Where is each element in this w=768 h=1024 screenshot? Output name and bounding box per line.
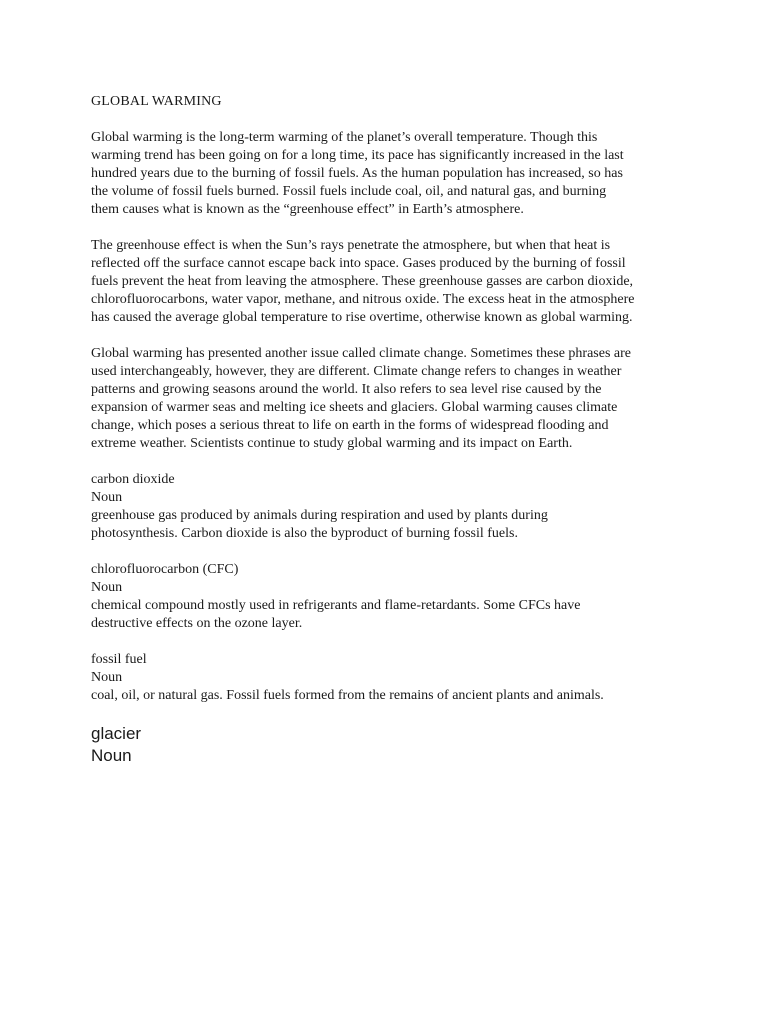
glossary-term: carbon dioxide <box>91 472 175 487</box>
paragraph-line: Global warming is the long-term warming of the planet’s overall temperature. Though this <box>91 130 598 145</box>
glossary-definition-line: greenhouse gas produced by animals during respiration and used by plants during <box>91 508 548 523</box>
paragraph-line: expansion of warmer seas and melting ice sheets and glaciers. Global warming causes climate <box>91 400 618 415</box>
glossary-definition-line: chemical compound mostly used in refrigerants and flame-retardants. Some CFCs have <box>91 598 581 613</box>
glossary-term: fossil fuel <box>91 652 147 667</box>
paragraph-line: the volume of fossil fuels burned. Fossil fuels include coal, oil, and natural gas, and burning <box>91 184 607 199</box>
document-title: GLOBAL WARMING <box>91 94 222 109</box>
paragraph-line: change, which poses a serious threat to life on earth in the forms of widespread flooding and <box>91 418 609 433</box>
paragraph-line: Global warming has presented another issue called climate change. Sometimes these phrases are <box>91 346 631 361</box>
glossary-part-of-speech: Noun <box>91 580 123 595</box>
paragraph-line: The greenhouse effect is when the Sun’s rays penetrate the atmosphere, but when that heat is <box>91 238 611 253</box>
paragraph-line: fuels prevent the heat from leaving the atmosphere. These greenhouse gasses are carbon dioxide, <box>91 274 634 289</box>
paragraph-line: patterns and growing seasons around the world. It also refers to sea level rise caused by the <box>91 382 602 397</box>
glossary-definition-line: destructive effects on the ozone layer. <box>91 616 303 631</box>
glossary-part-of-speech: Noun <box>91 746 132 765</box>
document-page <box>91 93 691 767</box>
glossary-definition-line: coal, oil, or natural gas. Fossil fuels formed from the remains of ancient plants and animals. <box>91 688 604 703</box>
paragraph-line: has caused the average global temperature to rise overtime, otherwise known as global warming. <box>91 310 633 325</box>
glossary-entry-glacier <box>91 723 691 767</box>
glossary-entry-carbon-dioxide <box>91 471 691 543</box>
glossary-term: glacier <box>91 724 142 743</box>
paragraph-line: hundred years due to the burning of fossil fuels. As the human population has increased, so has <box>91 166 623 181</box>
paragraph-line: chlorofluorocarbons, water vapor, methane, and nitrous oxide. The excess heat in the atmosphere <box>91 292 635 307</box>
glossary-part-of-speech: Noun <box>91 670 123 685</box>
paragraph-line: extreme weather. Scientists continue to study global warming and its impact on Earth. <box>91 436 573 451</box>
paragraph-1 <box>91 129 691 219</box>
paragraph-line: reflected off the surface cannot escape back into space. Gases produced by the burning of fossil <box>91 256 626 271</box>
glossary-definition-line: photosynthesis. Carbon dioxide is also the byproduct of burning fossil fuels. <box>91 526 518 541</box>
paragraph-line: used interchangeably, however, they are different. Climate change refers to changes in weather <box>91 364 622 379</box>
paragraph-3 <box>91 345 691 453</box>
glossary-part-of-speech: Noun <box>91 490 123 505</box>
glossary-entry-fossil-fuel <box>91 651 691 705</box>
paragraph-line: warming trend has been going on for a long time, its pace has significantly increased in the last <box>91 148 624 163</box>
glossary-entry-cfc <box>91 561 691 633</box>
paragraph-2 <box>91 237 691 327</box>
glossary-term: chlorofluorocarbon (CFC) <box>91 562 239 577</box>
paragraph-line: them causes what is known as the “greenhouse effect” in Earth’s atmosphere. <box>91 202 524 217</box>
